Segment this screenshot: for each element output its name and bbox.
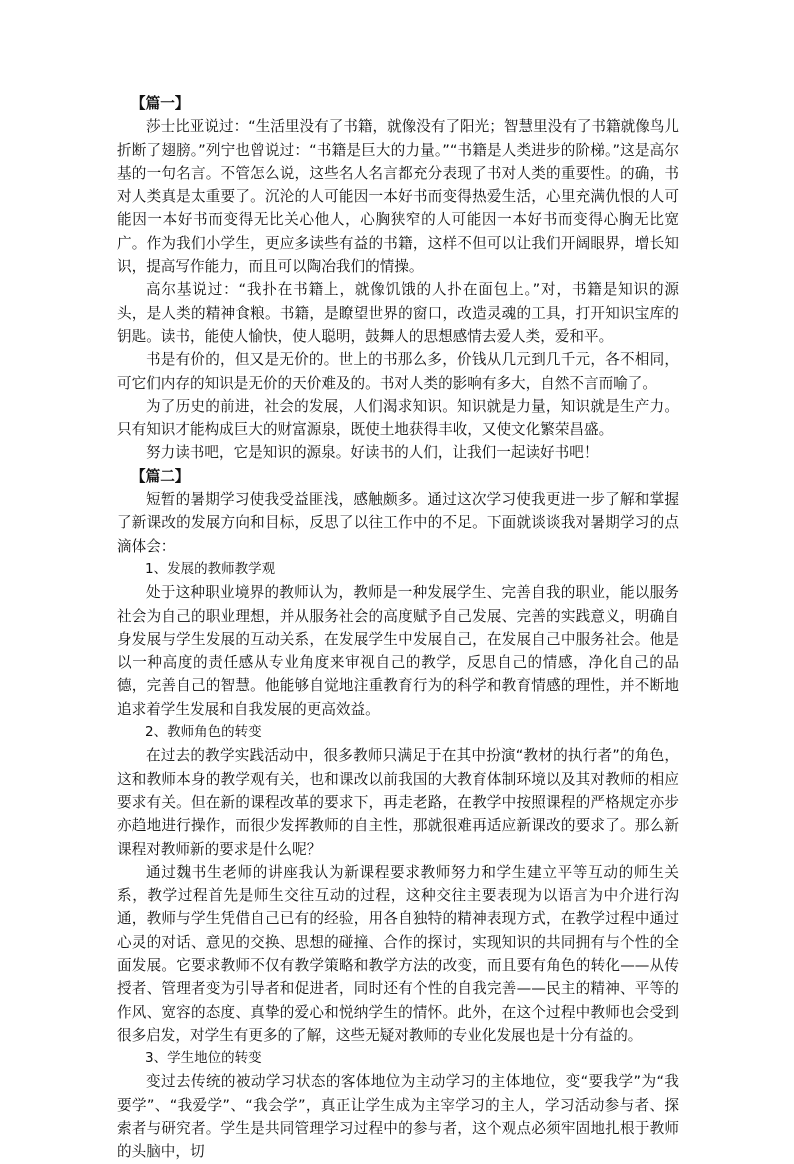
subheading-3: 3、学生地位的转变	[145, 1050, 262, 1067]
subheading-2: 2、教师角色的转变	[145, 724, 262, 741]
document-body	[117, 92, 679, 1164]
paragraph: 通过魏书生老师的讲座我认为新课程要求教师努力和学生建立平等互动的师生关系，教学过程首先是师生交往互动的过程，这种交往主要表现为以语言为中介进行沟通，教师与学生凭借自己已有的经验，用各自独特的精神表现方式，在教学过程中通过心灵的对话、意见的交换、思想的碰撞、合作的探讨，实现知识的共同拥有与个性的全面发展。它要求教师不仅有教学策略和教学方法的改变，而且要有角色的转化——从传授者、管理者变为引导者和促进者，同时还有个性的自我完善——民主的精神、平等的作风、宽容的态度、真挚的爱心和悦纳学生的情怀。此外，在这个过程中教师也会受到很多启发，对学生有更多的了解，这些无疑对教师的专业化发展也是十分有益的。	[117, 863, 679, 1044]
paragraph: 莎士比亚说过：“生活里没有了书籍，就像没有了阳光；智慧里没有了书籍就像鸟儿折断了翅膀。”列宁也曾说过：“书籍是巨大的力量。”“书籍是人类进步的阶梯。”这是高尔基的一句名言。不管怎么说，这些名人名言都充分表现了书对人类的重要性。的确，书对人类真是太重要了。沉沦的人可能因一本好书而变得热爱生活，心里充满仇恨的人可能因一本好书而变得无比关心他人，心胸狭窄的人可能因一本好书而变得心胸无比宽广。作为我们小学生，更应多读些有益的书籍，这样不但可以让我们开阔眼界，增长知识，提高写作能力，而且可以陶冶我们的情操。	[117, 118, 679, 276]
paragraph: 变过去传统的被动学习状态的客体地位为主动学习的主体地位，变“要我学”为“我要学”、“我爱学”、“我会学”，真正让学生成为主宰学习的主人，学习活动参与者、探索者与研究者。学生是共同管理学习过程中的参与者，这个观点必须牢固地扎根于教师的头脑中，切	[117, 1073, 679, 1161]
paragraph: 努力读书吧，它是知识的源泉。好读书的人们，让我们一起读好书吧！	[146, 444, 599, 462]
paragraph: 高尔基说过：“我扑在书籍上，就像饥饿的人扑在面包上。”对，书籍是知识的源头，是人类的精神食粮。书籍，是瞭望世界的窗口，改造灵魂的工具，打开知识宝库的钥匙。读书，能使人愉快，使人聪明，鼓舞人的思想感情去爱人类，爱和平。	[117, 281, 679, 345]
paragraph: 在过去的教学实践活动中，很多教师只满足于在其中扮演“教材的执行者”的角色，这和教师本身的教学观有关，也和课改以前我国的大教育体制环境以及其对教师的相应要求有关。但在新的课程改革的要求下，再走老路，在教学中按照课程的严格规定亦步亦趋地进行操作，而很少发挥教师的自主性，那就很难再适应新课改的要求了。那么新课程对教师新的要求是什么呢？	[117, 747, 679, 858]
paragraph: 为了历史的前进，社会的发展，人们渴求知识。知识就是力量，知识就是生产力。只有知识才能构成巨大的财富源泉，既使土地获得丰收，又使文化繁荣昌盛。	[117, 397, 679, 439]
paragraph: 处于这种职业境界的教师认为，教师是一种发展学生、完善自我的职业，能以服务社会为自己的职业理想，并从服务社会的高度赋予自己发展、完善的实践意义，明确自身发展与学生发展的互动关系，在发展学生中发展自己，在发展自己中服务社会。他是以一种高度的责任感从专业角度来审视自己的教学，反思自己的情感，净化自己的品德，完善自己的智慧。他能够自觉地注重教育行为的科学和教育情感的理性，并不断地追求着学生发展和自我发展的更高效益。	[117, 584, 679, 718]
paragraph: 短暂的暑期学习使我受益匪浅，感触颇多。通过这次学习使我更进一步了解和掌握了新课改的发展方向和目标，反思了以往工作中的不足。下面就谈谈我对暑期学习的点滴体会：	[117, 491, 679, 555]
section-heading-2: 【篇二】	[131, 467, 190, 485]
paragraph: 书是有价的，但又是无价的。世上的书那么多，价钱从几元到几千元，各不相同，可它们内存的知识是无价的天价难及的。书对人类的影响有多大，自然不言而喻了。	[117, 351, 679, 392]
subheading-1: 1、发展的教师教学观	[145, 560, 276, 577]
section-heading-1: 【篇一】	[131, 95, 190, 112]
